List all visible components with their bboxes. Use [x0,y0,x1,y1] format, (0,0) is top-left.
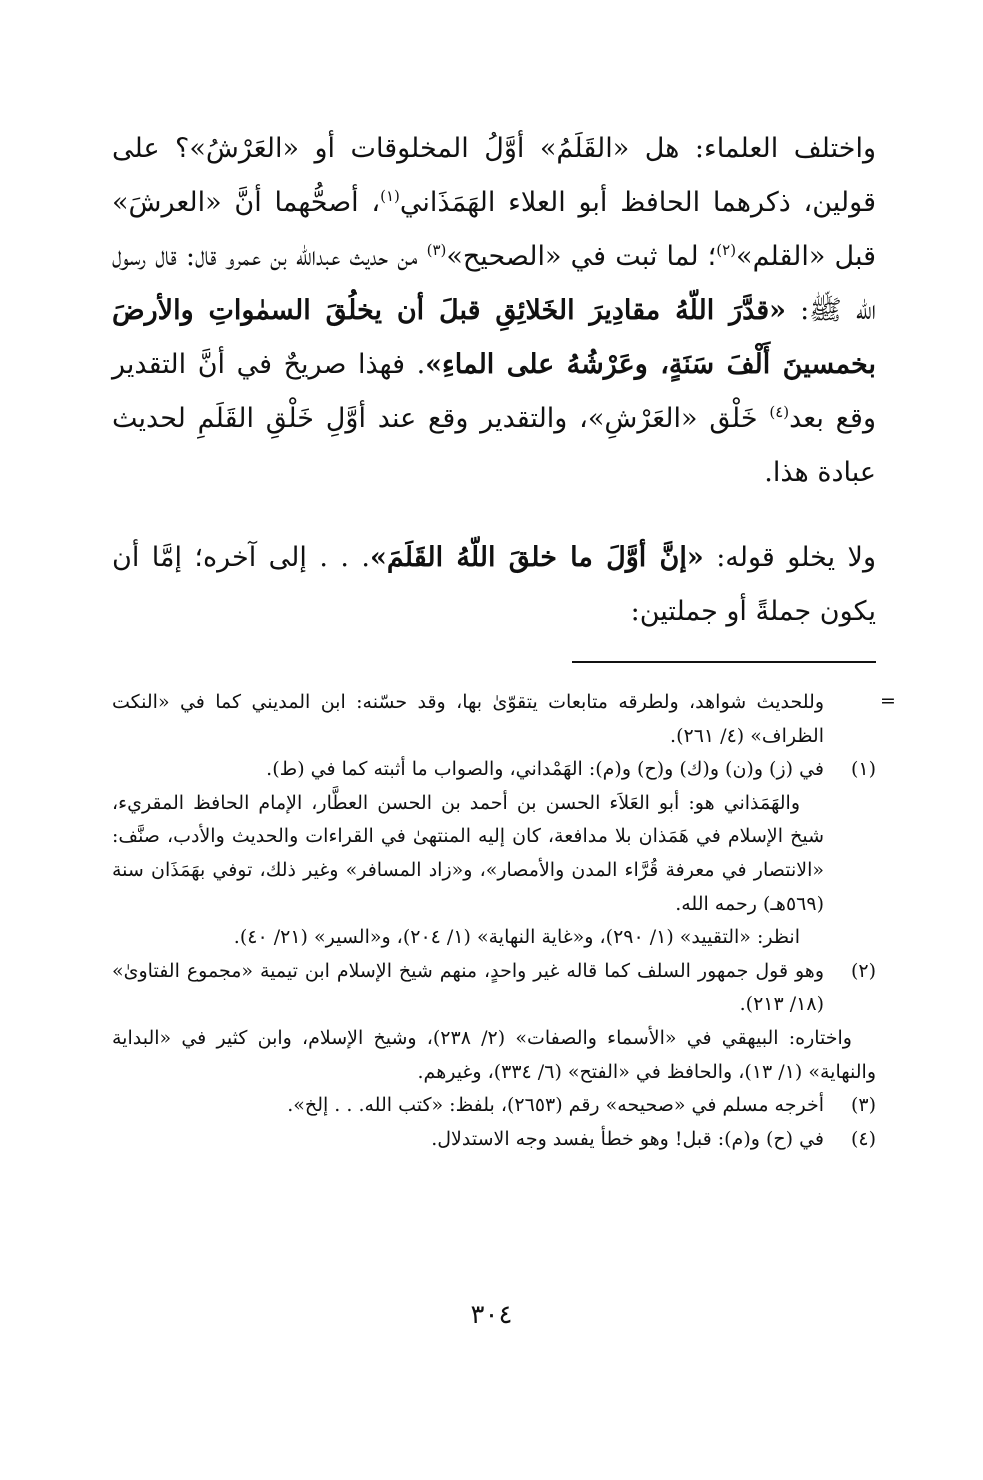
footnote-text: والهَمَذاني هو: أبو العَلاَء الحسن بن أحمد بن الحسن العطَّار، الإمام الحافظ المقريء، شيخ الإسلام في هَمَذان بلا مدافعة، كان إليه المنتهىٰ في القراءات والحديث والأدب، صنَّف: «الانتصار في معرفة قُرَّاء المدن والأمصار»، و«زاد المسافر» وغير ذلك، توفي بهَمَذَان سنة (٥٦٩هـ) رحمه الله. [112,791,824,915]
footnote-text: وللحديث شواهد، ولطرقه متابعات يتقوّىٰ بها، وقد حسّنه: ابن المديني كما في «النكت الظراف» (٤/ ٢٦١). [112,691,824,747]
text-run: . فهذا صريحٌ في أنَّ التقدير وقع بعد [112,349,876,434]
paragraph-2 [112,531,876,639]
footnotes [112,686,876,1156]
text-run: ، أصحُّهما أنَّ «العرشَ» قبل «القلم» [112,187,877,272]
continuation-mark: = [880,690,896,712]
text-run: خَلْق «العَرْشِ»، والتقدير وقع عند أوَّلِ خَلْقِ القَلَمِ لحديث عبادة هذا. [112,403,876,488]
footnote-1 [112,753,876,955]
footnote-number: (٣) [850,1094,876,1117]
footnote-2 [112,955,876,1089]
text-run: . . . إلى آخره؛ إمَّا أن يكون جملةً أو جملتين: [112,542,876,627]
footnote-text: في (ح) و(م): قبل! وهو خطأ يفسد وجه الاستدلال. [431,1127,824,1150]
footnote-ref-4: (٤) [769,403,790,421]
footnote-text: في (ز) و(ن) و(ك) و(ح) و(م): الهَمْداني، والصواب ما أثبته كما في (ط). [266,758,824,781]
footnote-text: وهو قول جمهور السلف كما قاله غير واحدٍ، منهم شيخ الإسلام ابن تيمية «مجموع الفتاوىٰ» (١٨/ ٢١٣). [112,959,824,1016]
paragraph-1 [112,122,876,500]
text-run: ؛ لما ثبت في «الصحيح» [446,241,717,272]
footnote-ref-2: (٢) [716,241,737,259]
footnote-separator [572,661,876,663]
footnote-ref-3: (٣) [426,241,447,259]
hadith-quote: «إنَّ أوَّلَ ما خلقَ اللّهُ القَلَمَ» [369,542,704,573]
text-run: واختلف العلماء: هل «القَلَمُ» أوَّلُ المخلوقات أو «العَرْشُ»؟ على قولين، ذكرهما الحافظ أبو العلاء الهَمَذَاني [112,133,876,218]
footnote-text: انظر: «التقييد» (١/ ٢٩٠)، و«غاية النهاية» (١/ ٢٠٤)، و«السير» (٢١/ ٤٠). [233,926,800,949]
text-run: ولا يخلو قوله: [703,542,876,573]
page-number: ٣٠٤ [470,1300,513,1330]
footnote-text: أخرجه مسلم في «صحيحه» رقم (٢٦٥٣)، بلفظ: «كتب الله. . . إلخ». [287,1094,824,1117]
footnote-4 [112,1123,876,1157]
text-run: من حديث عبدالله بن عمرو قال: قال رسول الله ﷺ: [112,241,876,326]
footnote-number: (٤) [850,1127,876,1150]
footnote-number: (٢) [850,959,876,982]
footnote-text: واختاره: البيهقي في «الأسماء والصفات» (٢/ ٢٣٨)، وشيخ الإسلام، وابن كثير في «البداية والنهاية» (١/ ١٣)، والحافظ في «الفتح» (٦/ ٣٣٤)، وغيرهم. [112,1026,876,1083]
hadith-quote: «قدَّرَ اللّهُ مقادِيرَ الخَلائِقِ قبلَ أن يخلُقَ السمٰواتِ والأرضَ بخمسينَ أَلْفَ سَنَةٍ، وعَرْشُهُ على الماءِ» [112,295,876,380]
footnote-3 [112,1089,876,1123]
footnote-continuation [112,686,876,753]
main-paragraph [112,122,876,500]
footnote-ref-1: (١) [380,187,400,205]
footnote-number: (١) [850,758,876,781]
